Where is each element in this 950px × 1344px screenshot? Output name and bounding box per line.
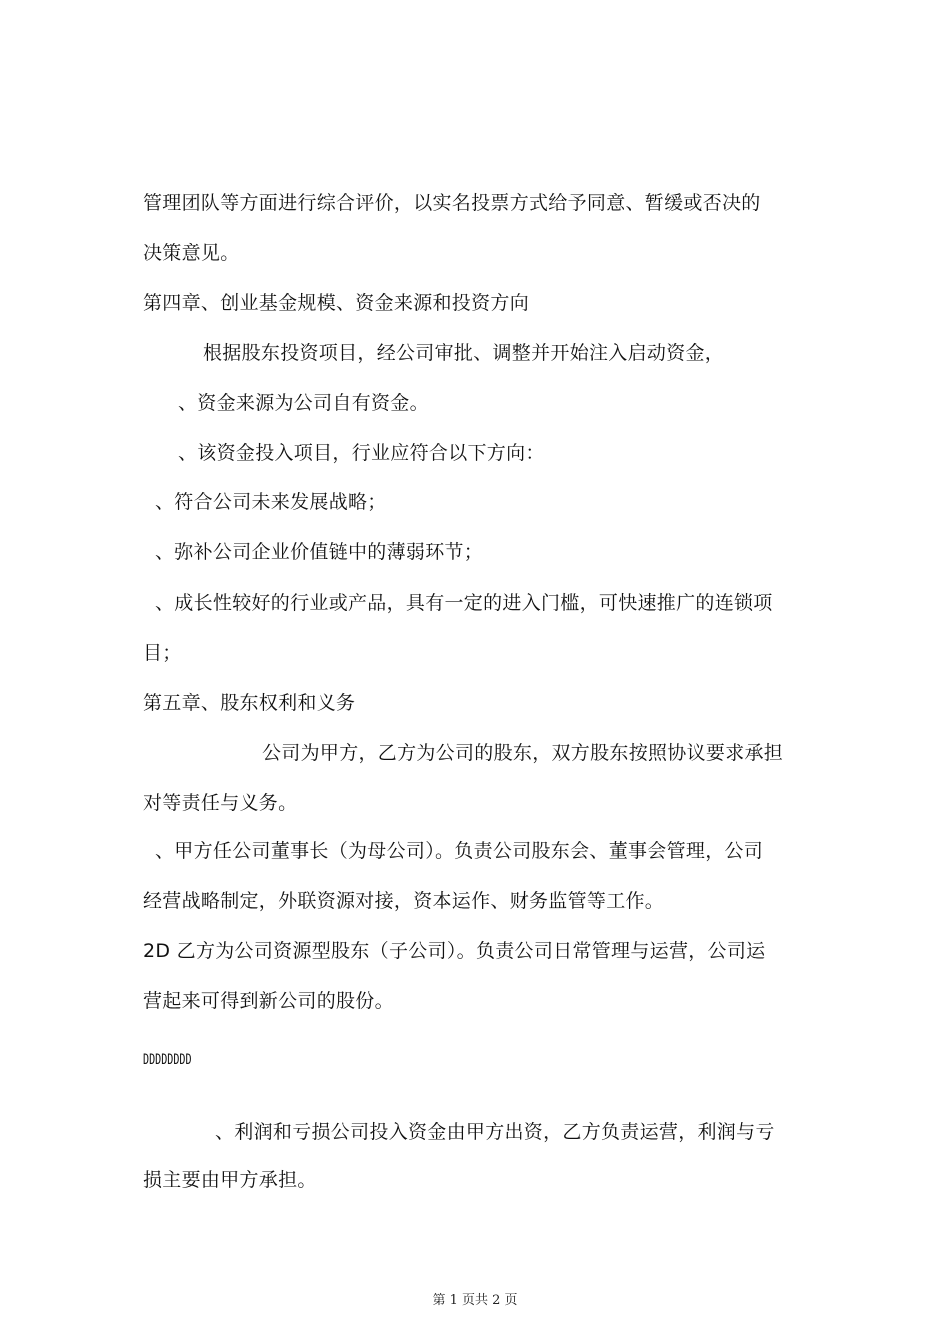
paragraph-line: 根据股东投资项目，经公司审批、调整并开始注入启动资金， <box>203 342 725 364</box>
paragraph-line: 营起来可得到新公司的股份。 <box>143 990 394 1012</box>
list-item: 、甲方任公司董事长（为母公司）。负责公司股东会、董事会管理，公司 <box>155 840 764 862</box>
chapter-heading: 第四章、创业基金规模、资金来源和投资方向 <box>143 292 530 314</box>
list-item: 、利润和亏损公司投入资金由甲方出资，乙方负责运营，利润与亏 <box>215 1121 775 1143</box>
list-item: 、资金来源为公司自有资金。 <box>178 392 429 414</box>
paragraph-line: 目； <box>143 642 182 664</box>
list-item: 2D 乙方为公司资源型股东（子公司）。负责公司日常管理与运营，公司运 <box>143 940 766 962</box>
page-footer: 第 1 页共 2 页 <box>432 1293 518 1308</box>
paragraph-line: 公司为甲方，乙方为公司的股东，双方股东按照协议要求承担 <box>262 742 784 764</box>
paragraph-line: 管理团队等方面进行综合评价，以实名投票方式给予同意、暂缓或否决的 <box>143 192 761 214</box>
list-item: 、符合公司未来发展战略； <box>155 491 387 513</box>
list-item: 、成长性较好的行业或产品，具有一定的进入门槛，可快速推广的连锁项 <box>155 592 773 614</box>
paragraph-line: 损主要由甲方承担。 <box>143 1169 317 1191</box>
paragraph-line: 决策意见。 <box>143 242 240 264</box>
list-item: 、弥补公司企业价值链中的薄弱环节； <box>155 541 484 563</box>
list-item: 、该资金投入项目，行业应符合以下方向： <box>178 442 545 464</box>
paragraph-line: 经营战略制定，外联资源对接，资本运作、财务监管等工作。 <box>143 890 665 912</box>
chapter-heading: 第五章、股东权利和义务 <box>143 692 356 714</box>
garbled-text: DDDDDDDD <box>143 1052 192 1068</box>
paragraph-line: 对等责任与义务。 <box>143 792 298 814</box>
